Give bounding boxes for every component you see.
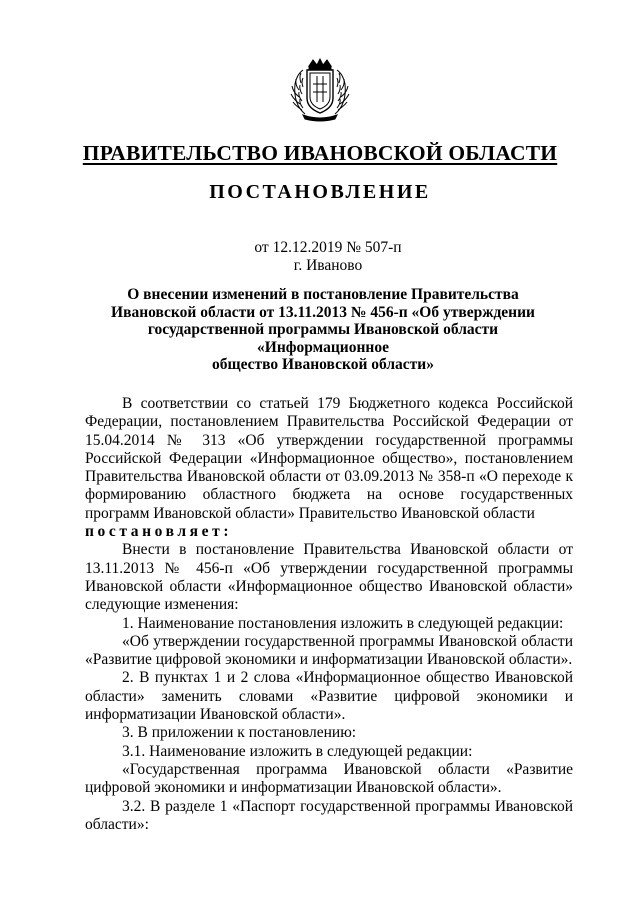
document-subject — [90, 286, 556, 374]
body-paragraph: «Об утверждении государственной программы Ивановской области «Развитие цифровой экономики и информатизации Ивановской области». — [85, 632, 573, 669]
body-paragraph: 2. В пунктах 1 и 2 слова «Информационное общество Ивановской области» заменить словами «Развитие цифровой экономики и информатизации Ивановской области». — [85, 669, 573, 724]
document-body — [85, 395, 573, 834]
body-paragraph: 3. В приложении к постановлению: — [122, 724, 357, 742]
resolves-word: постановляет: — [85, 523, 233, 541]
government-title: ПРАВИТЕЛЬСТВО ИВАНОВСКОЙ ОБЛАСТИ — [82, 141, 558, 165]
body-paragraph: 3.2. В разделе 1 «Паспорт государственной программы Ивановской области»: — [85, 797, 573, 833]
document-date-number: от 12.12.2019 № 507-п — [254, 239, 402, 256]
body-paragraph: «Государственная программа Ивановской области «Развитие цифровой экономики и информатизации Ивановской области». — [85, 760, 573, 797]
body-paragraph: 3.1. Наименование изложить в следующей редакции: — [122, 742, 473, 760]
subject-line: общество Ивановской области» — [212, 356, 434, 374]
coat-of-arms-icon — [287, 58, 353, 122]
document-type: ПОСТАНОВЛЕНИЕ — [209, 181, 431, 203]
document-city: г. Иваново — [293, 257, 363, 274]
subject-line: О внесении изменений в постановление Правительства — [127, 286, 519, 303]
preamble-paragraph: В соответствии со статьей 179 Бюджетного кодекса Российской Федерации, постановлением Правительства Российской Федерации от 15.04.2014 № 313 «Об утверждении государственной программы Российской Федерации «Информационное общество», постановлением Правительства Ивановской области от 03.09.2013 № 358-п «О переходе к формированию областного бюджета на основе государственных программ Ивановской области» Правительство Ивановской области — [85, 395, 573, 522]
subject-line: государственной программы Ивановской области «Информационное — [147, 321, 499, 356]
body-paragraph: Внести в постановление Правительства Ивановской области от 13.11.2013 № 456-п «Об утверждении государственной программы Ивановской области «Информационное общество Ивановской области» следующие изменения: — [85, 541, 573, 614]
subject-line: Ивановской области от 13.11.2013 № 456-п «Об утверждении — [111, 303, 535, 321]
body-paragraph: 1. Наименование постановления изложить в следующей редакции: — [122, 614, 564, 632]
